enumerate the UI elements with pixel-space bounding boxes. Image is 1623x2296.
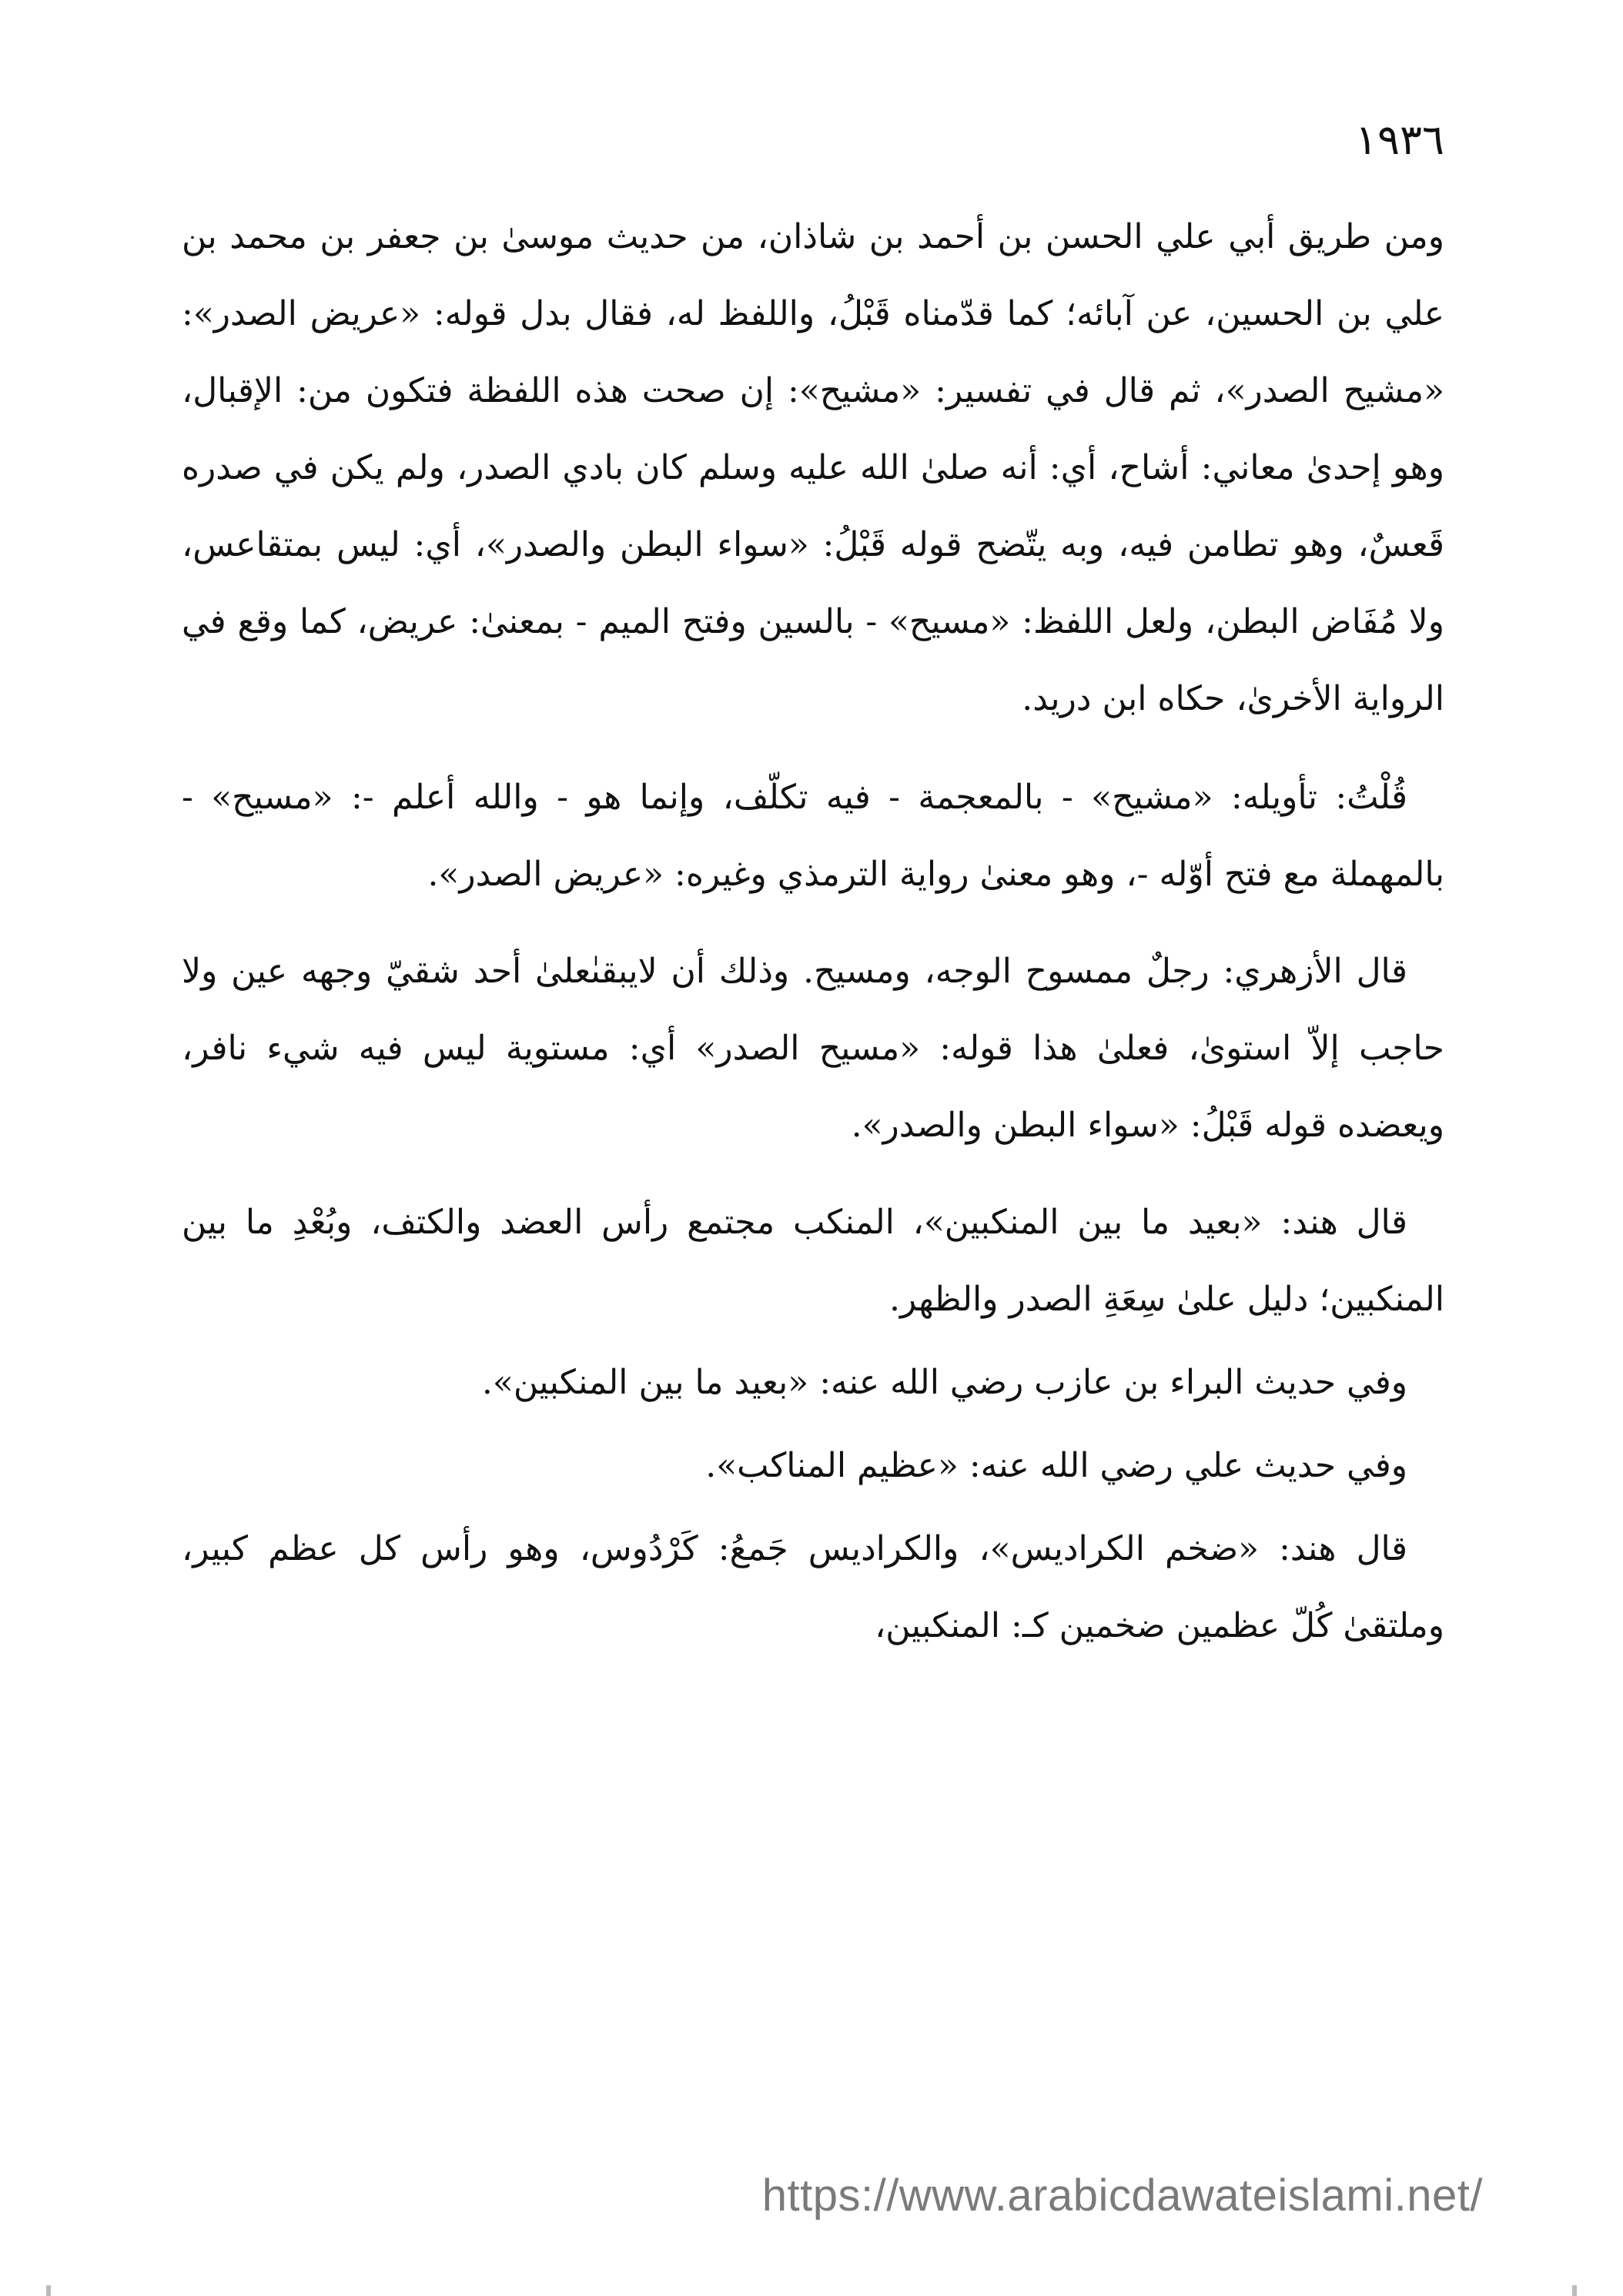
paragraph-5: وفي حديث البراء بن عازب رضي الله عنه: «بعيد ما بين المنكبين». [481,1363,1407,1402]
paragraph-7: قال هند: «ضخم الكراديس»، والكراديس جَمعُ: كَرْدُوس، وهو رأس كل عظم كبير، وملتقىٰ كُلّ عظمين ضخمين كـ: المنكبين، [182,1529,1444,1645]
paragraph-6: وفي حديث علي رضي الله عنه: «عظيم المناكب». [705,1446,1407,1485]
scan-mark-left [46,2285,51,2296]
paragraph-4: قال هند: «بعيد ما بين المنكبين»، المنكب مجتمع رأس العضد والكتف، وبُعْدِ ما بين المنكبين؛ دليل علىٰ سِعَةِ الصدر والظهر. [182,1203,1444,1319]
paragraph-2: قُلْتُ: تأويله: «مشيح» - بالمعجمة - فيه تكلّف، وإنما هو - والله أعلم -: «مسيح» - بالمهملة مع فتح أوّله -، وهو معنىٰ رواية الترمذي وغيره: «عريض الصدر». [182,778,1444,894]
paragraph-1: ومن طريق أبي علي الحسن بن أحمد بن شاذان، من حديث موسىٰ بن جعفر بن محمد بن علي بن الحسين، عن آبائه؛ كما قدّمناه قَبْلُ، واللفظ له، فقال بدل قوله: «عريض الصدر»: «مشيح الصدر»، ثم قال في تفسير: «مشيح»: إن صحت هذه اللفظة فتكون من: الإقبال، وهو إحدىٰ معاني: أشاح، أي: أنه صلىٰ الله عليه وسلم كان بادي الصدر، ولم يكن في صدره قَعسٌ، وهو تطامن فيه، وبه يتّضح قوله قَبْلُ: «سواء البطن والصدر»، أي: ليس بمتقاعس، ولا مُفَاض البطن، ولعل اللفظ: «مسيح» - بالسين وفتح الميم - بمعنىٰ: عريض، كما وقع في الرواية الأخرىٰ، حكاه ابن دريد. [182,217,1444,718]
scan-mark-right [1572,2285,1577,2296]
page-body [182,199,1444,1665]
paragraph-3: قال الأزهري: رجلٌ ممسوح الوجه، ومسيح. وذلك أن لايبقىٰعلىٰ أحد شقيّ وجهه عين ولا حاجب إلاّ استوىٰ، فعلىٰ هذا قوله: «مسيح الصدر» أي: مستوية ليس فيه شيء نافر، ويعضده قوله قَبْلُ: «سواء البطن والصدر». [182,952,1444,1145]
footer-url: https://www.arabicdawateislami.net/ [761,2170,1483,2221]
page-number: ١٩٣٦ [1354,115,1444,164]
